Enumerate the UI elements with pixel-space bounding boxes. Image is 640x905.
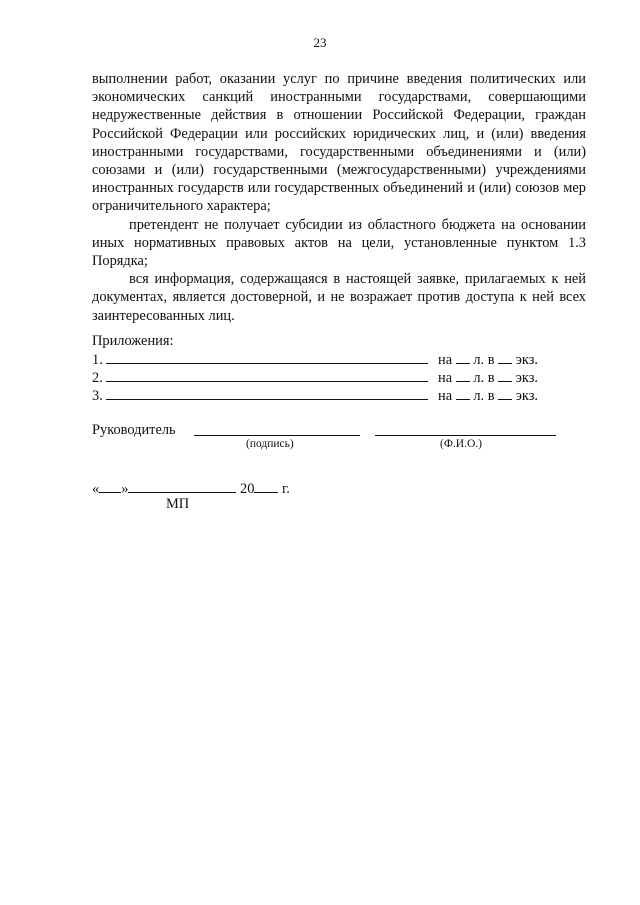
- appendix-sheets-label: л. в: [473, 352, 495, 368]
- appendix-row-number: 3.: [92, 388, 103, 404]
- appendix-sheets-field[interactable]: [456, 350, 470, 364]
- appendix-row-number: 1.: [92, 352, 103, 368]
- date-close-quote: »: [121, 481, 129, 497]
- paragraph-information: вся информация, содержащаяся в настоящей заявке, прилагаемых к ней документах, является достоверной, и не возражает против доступа к ней всех заинтересованных лиц.: [92, 271, 586, 324]
- full-name-caption: (Ф.И.О.): [440, 438, 482, 450]
- appendix-copies-label: экз.: [515, 388, 538, 404]
- year-field[interactable]: [254, 479, 278, 493]
- year-prefix: 20: [240, 481, 255, 497]
- appendix-on-label: на: [438, 388, 453, 404]
- appendix-sheets-field[interactable]: [456, 386, 470, 400]
- day-field[interactable]: [99, 479, 121, 493]
- appendix-copies-field[interactable]: [498, 350, 512, 364]
- seal-placeholder: МП: [166, 496, 190, 512]
- appendix-row-number: 2.: [92, 370, 103, 386]
- body-text: [92, 70, 586, 325]
- appendix-copies-label: экз.: [515, 352, 538, 368]
- appendix-on-label: на: [438, 352, 453, 368]
- appendix-title-field[interactable]: [106, 368, 428, 382]
- appendix-on-label: на: [438, 370, 453, 386]
- appendix-row: [92, 368, 538, 387]
- paragraph-sanctions: выполнении работ, оказании услуг по причине введения политических или экономических санкций иностранными государствами, совершающими недружественные действия в отношении Российской Федерации, граждан Российской Федерации или российских юридических лиц, и (или) введения иностранными государствами, государственными объединениями и (или) союзами и (или) государственными (межгосударственными) учреждениями иностранных государств или государственных объединений и (или) союзов мер ограничительного характера;: [92, 71, 586, 215]
- page-number: 23: [313, 35, 327, 50]
- appendix-title-field[interactable]: [106, 350, 428, 364]
- appendix-title-field[interactable]: [106, 386, 428, 400]
- appendix-sheets-label: л. в: [473, 388, 495, 404]
- year-suffix: г.: [282, 481, 290, 497]
- appendix-sheets-field[interactable]: [456, 368, 470, 382]
- appendix-row: [92, 386, 538, 405]
- date-open-quote: «: [92, 481, 100, 497]
- signature-caption: (подпись): [246, 438, 294, 450]
- month-field[interactable]: [128, 479, 236, 493]
- appendix-sheets-label: л. в: [473, 370, 495, 386]
- signer-role: Руководитель: [92, 422, 176, 438]
- signature-field[interactable]: [194, 435, 360, 436]
- appendix-copies-field[interactable]: [498, 368, 512, 382]
- appendix-copies-field[interactable]: [498, 386, 512, 400]
- appendix-row: [92, 350, 538, 369]
- paragraph-subsidies: претендент не получает субсидии из областного бюджета на основании иных нормативных правовых актов на цели, установленные пунктом 1.3 Порядка;: [92, 216, 586, 270]
- date-row: [92, 479, 290, 498]
- full-name-field[interactable]: [375, 435, 556, 436]
- appendix-copies-label: экз.: [515, 370, 538, 386]
- appendix-title: Приложения:: [92, 333, 174, 349]
